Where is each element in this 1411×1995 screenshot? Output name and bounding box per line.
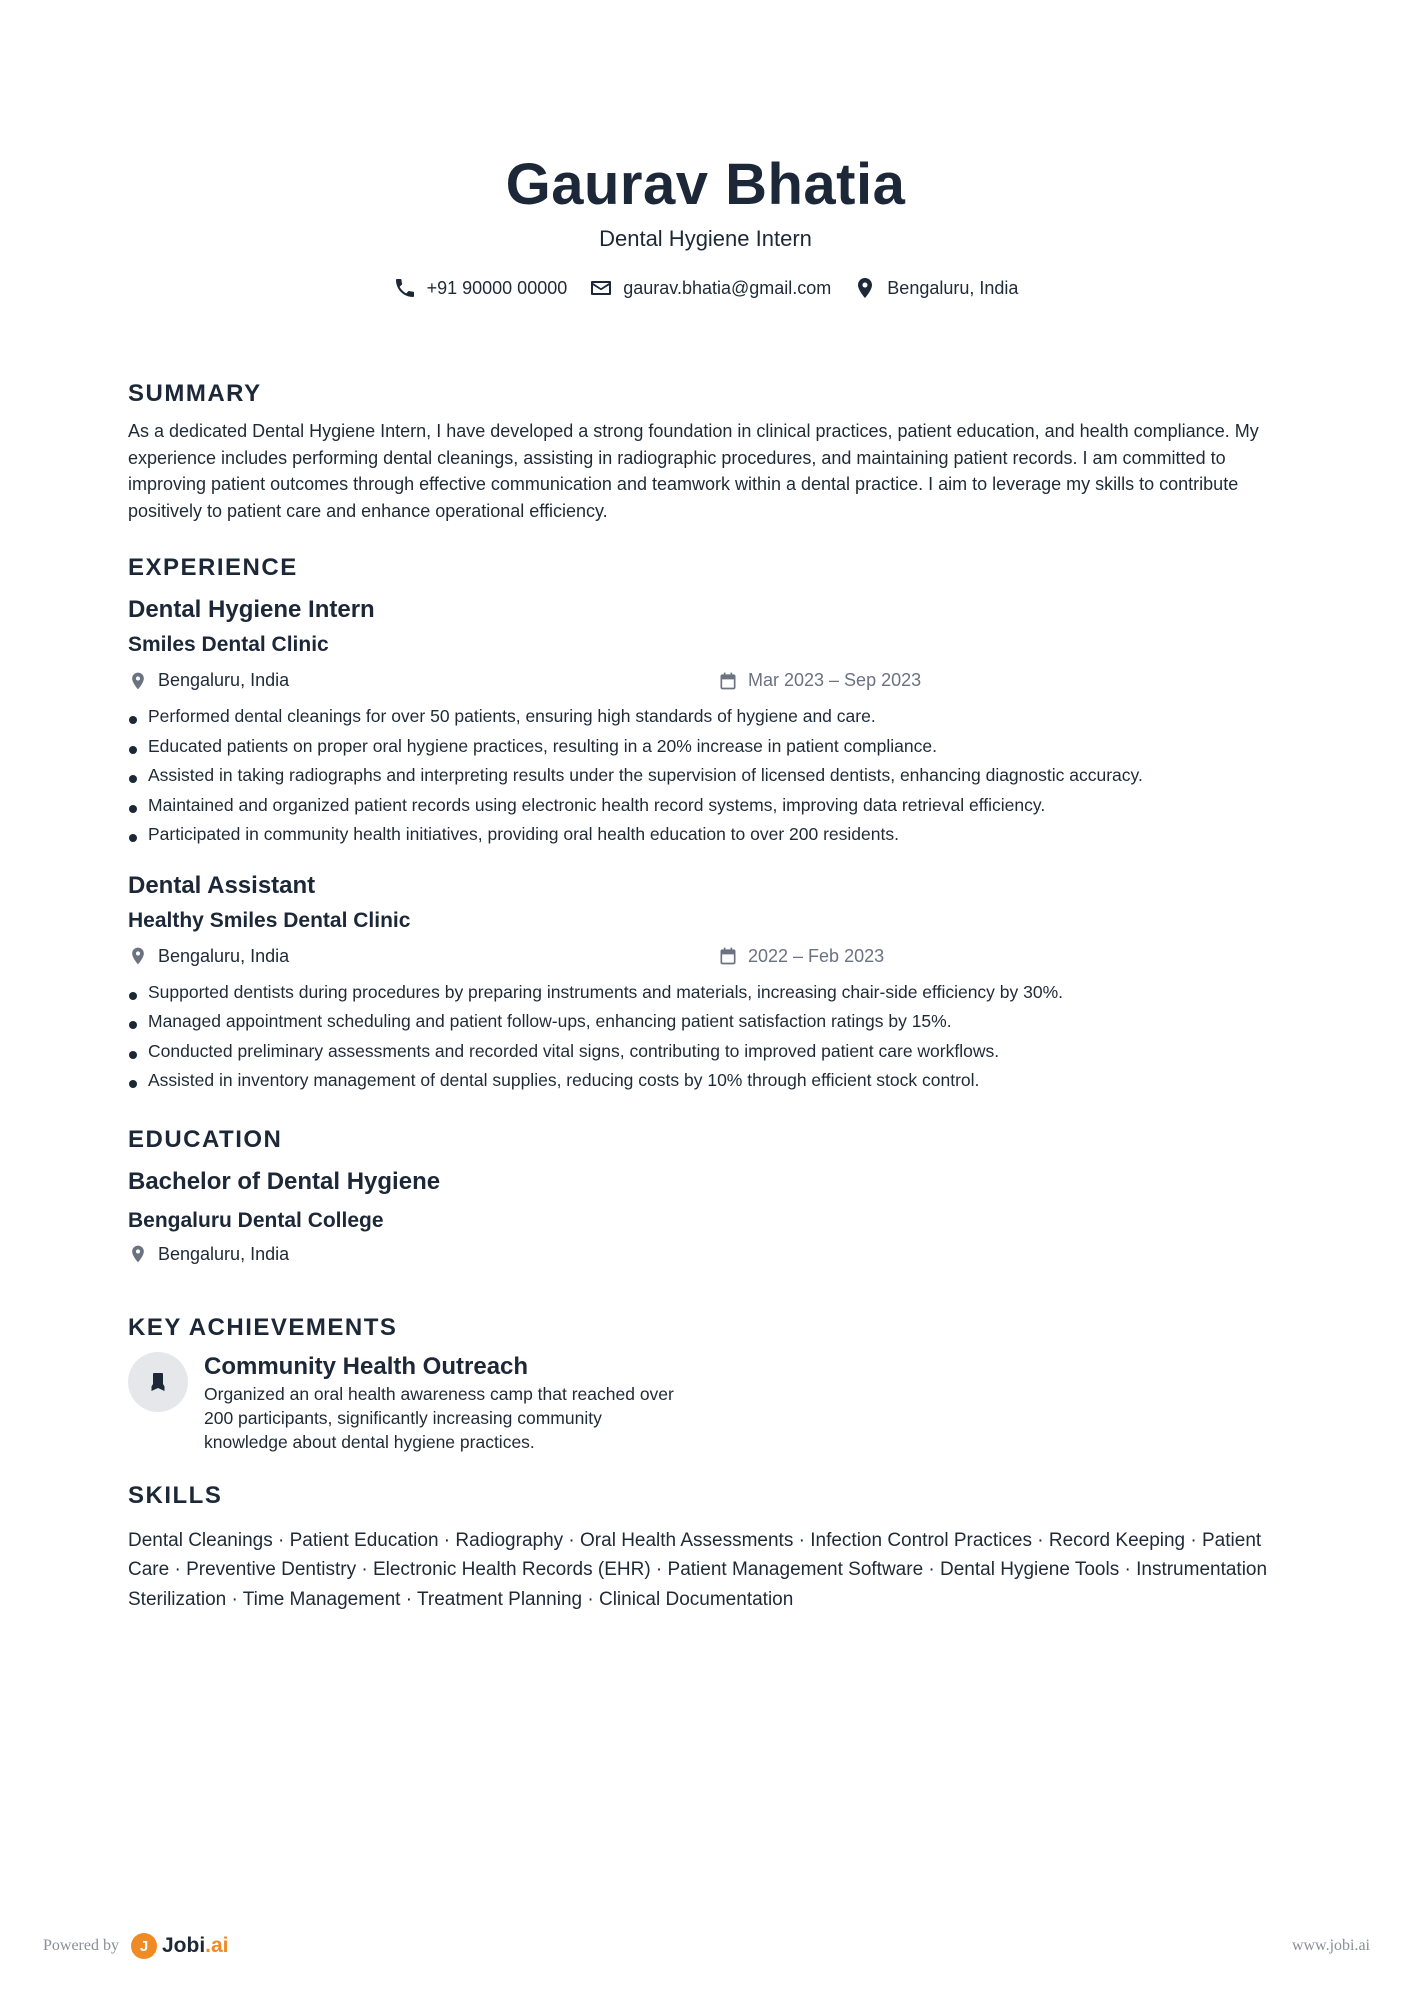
education-meta bbox=[128, 1242, 1288, 1272]
job-location bbox=[128, 946, 289, 967]
job-location-text: Bengaluru, India bbox=[158, 945, 290, 966]
achievement-item bbox=[128, 1352, 1288, 1454]
achievements-section bbox=[128, 1314, 1288, 1454]
job-bullets bbox=[128, 702, 1288, 850]
list-item: Performed dental cleanings for over 50 patients, ensuring high standards of hygiene and care. bbox=[128, 702, 1288, 732]
job-location bbox=[128, 670, 289, 691]
jobi-brand-name: Jobi bbox=[161, 1934, 206, 1957]
education-heading: EDUCATION bbox=[128, 1125, 283, 1153]
education-location-text: Bengaluru, India bbox=[158, 1243, 290, 1264]
location-text: Bengaluru, India bbox=[887, 277, 1019, 298]
jobi-brand-suffix: .ai bbox=[205, 1934, 229, 1957]
list-item: Supported dentists during procedures by preparing instruments and materials, increasing chair-side efficiency by 30%. bbox=[128, 978, 1288, 1008]
achievements-heading: KEY ACHIEVEMENTS bbox=[128, 1313, 398, 1341]
degree-title: Bachelor of Dental Hygiene bbox=[128, 1167, 441, 1195]
resume-header bbox=[0, 150, 1411, 300]
achievement-badge bbox=[128, 1352, 188, 1412]
summary-text: As a dedicated Dental Hygiene Intern, I have developed a strong foundation in clinical practices, patient education, and health compliance. My experience includes performing dental cleanings, assisting in radiographic procedures, and maintaining patient records. I am committed to improving patient outcomes through effective communication and teamwork within a dental practice. I aim to leverage my skills to contribute positively to patient care and enhance operational efficiency. bbox=[128, 421, 1259, 521]
job-meta bbox=[128, 668, 1288, 698]
powered-by-label: Powered by bbox=[43, 1937, 119, 1954]
education-location bbox=[128, 1244, 289, 1265]
calendar-icon bbox=[718, 671, 738, 691]
list-item: Maintained and organized patient records using electronic health record systems, improving data retrieval efficiency. bbox=[128, 791, 1288, 821]
list-item: Assisted in taking radiographs and interpreting results under the supervision of licensed dentists, enhancing diagnostic accuracy. bbox=[128, 761, 1288, 791]
mail-icon bbox=[589, 276, 613, 300]
phone-text: +91 90000 00000 bbox=[426, 277, 568, 298]
email-text: gaurav.bhatia@gmail.com bbox=[623, 277, 832, 298]
bookmark-icon bbox=[146, 1370, 170, 1394]
list-item: Educated patients on proper oral hygiene practices, resulting in a 20% increase in patient compliance. bbox=[128, 732, 1288, 762]
company-name: Healthy Smiles Dental Clinic bbox=[128, 908, 411, 932]
list-item: Managed appointment scheduling and patient follow-ups, enhancing patient satisfaction ratings by 15%. bbox=[128, 1007, 1288, 1037]
jobi-logo-icon: J bbox=[131, 1933, 157, 1959]
achievement-description: Organized an oral health awareness camp that reached over 200 participants, significantly increasing community knowledge about dental hygiene practices. bbox=[204, 1383, 674, 1452]
location-pin-icon bbox=[128, 671, 148, 691]
skills-heading: SKILLS bbox=[128, 1481, 223, 1509]
jobi-logo-text bbox=[162, 1934, 229, 1958]
location-pin-icon bbox=[128, 1244, 148, 1264]
school-name: Bengaluru Dental College bbox=[128, 1208, 384, 1232]
list-item: Conducted preliminary assessments and recorded vital signs, contributing to improved patient care workflows. bbox=[128, 1037, 1288, 1067]
experience-entry bbox=[128, 870, 1288, 1096]
contact-phone bbox=[393, 276, 568, 300]
achievement-title: Community Health Outreach bbox=[204, 1352, 529, 1380]
skills-section bbox=[128, 1482, 1288, 1615]
company-name: Smiles Dental Clinic bbox=[128, 633, 329, 656]
location-pin-icon bbox=[128, 946, 148, 966]
job-dates bbox=[718, 946, 884, 967]
job-meta bbox=[128, 944, 1288, 974]
summary-section bbox=[128, 380, 1288, 524]
job-dates-text: Mar 2023 – Sep 2023 bbox=[748, 670, 922, 690]
job-dates-text: 2022 – Feb 2023 bbox=[748, 945, 885, 966]
list-item: Assisted in inventory management of dental supplies, reducing costs by 10% through efficient stock control. bbox=[128, 1066, 1288, 1096]
job-title: Dental Hygiene Intern bbox=[128, 596, 375, 623]
achievement-text bbox=[204, 1352, 684, 1454]
candidate-name: Gaurav Bhatia bbox=[505, 152, 906, 217]
job-title: Dental Assistant bbox=[128, 871, 316, 899]
contact-location bbox=[853, 276, 1018, 300]
experience-entry bbox=[128, 594, 1288, 850]
calendar-icon bbox=[718, 946, 738, 966]
experience-heading: EXPERIENCE bbox=[128, 554, 298, 581]
skills-list: Dental Cleanings · Patient Education · Radiography · Oral Health Assessments · Infection Control Practices · Record Keeping · Patient Care · Preventive Dentistry · Electronic Health Records (EHR) · Patient Management Software · Dental Hygiene Tools · Instrumentation Sterilization · Time Management · Treatment Planning · Clinical Documentation bbox=[128, 1529, 1268, 1610]
experience-section bbox=[128, 554, 1288, 1096]
contact-email bbox=[589, 276, 831, 300]
list-item: Participated in community health initiatives, providing oral health education to over 200 residents. bbox=[128, 820, 1288, 850]
resume-body bbox=[128, 380, 1288, 1614]
job-bullets bbox=[128, 978, 1288, 1096]
jobi-logo[interactable] bbox=[131, 1933, 229, 1959]
phone-icon bbox=[393, 276, 417, 300]
footer-website-link[interactable]: www.jobi.ai bbox=[1291, 1937, 1370, 1954]
education-section bbox=[128, 1126, 1288, 1272]
job-dates bbox=[718, 670, 921, 691]
summary-heading: SUMMARY bbox=[128, 380, 262, 407]
location-pin-icon bbox=[853, 276, 877, 300]
job-location-text: Bengaluru, India bbox=[158, 670, 290, 690]
contact-row bbox=[0, 276, 1411, 300]
footer-powered-by bbox=[43, 1933, 229, 1959]
candidate-role: Dental Hygiene Intern bbox=[599, 226, 812, 251]
